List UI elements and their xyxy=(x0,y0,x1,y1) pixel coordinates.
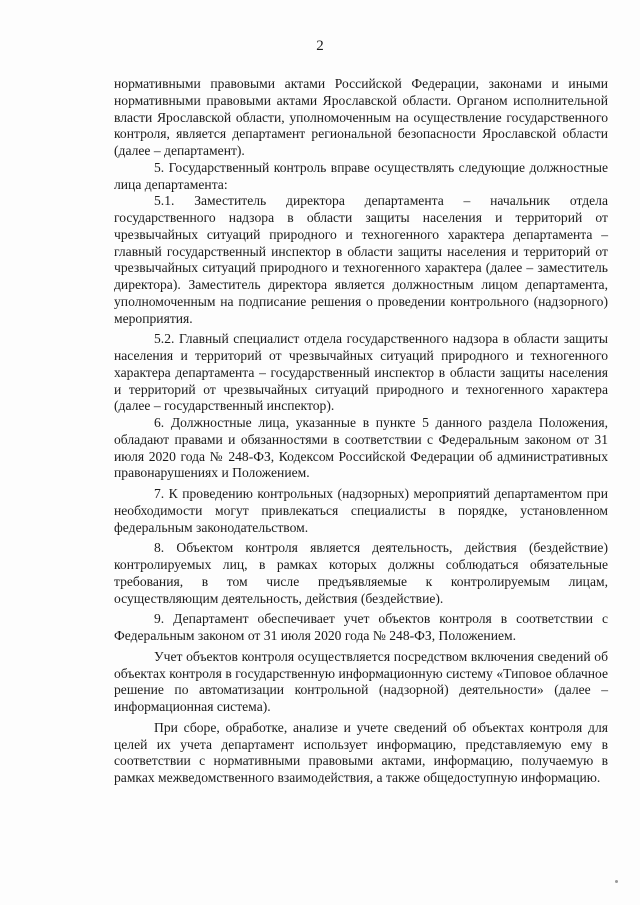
paragraph-accounting: Учет объектов контроля осуществляется посредством включения сведений об объектах контроля в государственную информационную систему «Типовое облачное решение по автоматизации контрольной (надзорной) деятельности» (далее – информационная система). xyxy=(114,648,608,714)
paragraph-item-8: 8. Объектом контроля является деятельность, действия (бездействие) контролируемых лиц, в рамках которых должны соблюдаться обязательные требования, в том числе предъявляемые к контролируемым лицам, осуществляющим деятельность, действия (бездействие). xyxy=(114,540,608,606)
paragraph-item-5-1: 5.1. Заместитель директора департамента – начальник отдела государственного надзора в области защиты населения и территорий от чрезвычайных ситуаций природного и техногенного характера департамента – главный государственный инспектор в области защиты населения и территорий от чрезвычайных ситуаций природного и техногенного характера (далее – заместитель директора). Заместитель директора является должностным лицом департамента, уполномоченным на подписание решения о проведении контрольного (надзорного) мероприятия. xyxy=(114,193,608,326)
scan-dot-mark xyxy=(615,880,618,883)
paragraph-item-6: 6. Должностные лица, указанные в пункте 5 данного раздела Положения, обладают правами и обязанностями в соответствии с Федеральным законом от 31 июля 2020 года № 248-ФЗ, Кодексом Российской Федерации об административных правонарушениях и Положением. xyxy=(114,415,608,481)
paragraph-information-sources: При сборе, обработке, анализе и учете сведений об объектах контроля для целей их учета департамент использует информацию, представляемую ему в соответствии с нормативными правовыми актами, информацию, получаемую в рамках межведомственного взаимодействия, а также общедоступную информацию. xyxy=(114,719,608,785)
page-number: 2 xyxy=(316,38,324,54)
paragraph-item-9: 9. Департамент обеспечивает учет объектов контроля в соответствии с Федеральным законом от 31 июля 2020 года № 248-ФЗ, Положением. xyxy=(114,611,608,643)
paragraph-item-7: 7. К проведению контрольных (надзорных) мероприятий департаментом при необходимости могут привлекаться специалисты в порядке, установленном федеральным законодательством. xyxy=(114,486,608,535)
paragraph-item-5-2: 5.2. Главный специалист отдела государственного надзора в области защиты населения и территорий от чрезвычайных ситуаций природного и техногенного характера департамента – государственный инспектор в области защиты населения и территорий от чрезвычайных ситуаций природного и техногенного характера (далее – государственный инспектор). xyxy=(114,331,608,414)
paragraph-item-5: 5. Государственный контроль вправе осуществлять следующие должностные лица департамента: xyxy=(114,159,608,192)
paragraph-continuation: нормативными правовыми актами Российской Федерации, законами и иными нормативными правовыми актами Ярославской области. Органом исполнительной власти Ярославской области, уполномоченным на осуществление государственного контроля, является департамент региональной безопасности Ярославской области (далее – департамент). xyxy=(114,76,608,158)
document-body xyxy=(114,76,608,787)
